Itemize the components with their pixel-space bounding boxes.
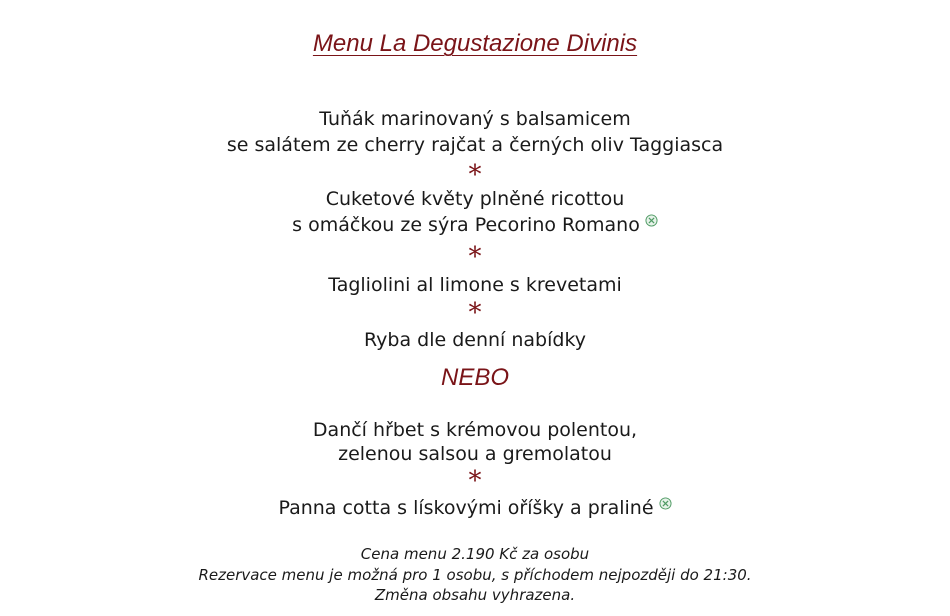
course-1-line-1: Tuňák marinovaný s balsamicem — [319, 108, 631, 130]
menu-title: Menu La Degustazione Divinis — [312, 30, 638, 57]
course-5-line-1: Dančí hřbet s krémovou polentou, — [312, 419, 638, 441]
course-4-line-1: Ryba dle denní nabídky — [363, 329, 587, 351]
course-1-line-2: se salátem ze cherry rajčat a černých oliv Taggiasca — [226, 134, 724, 156]
course-3-line-1: Tagliolini al limone s krevetami — [328, 274, 622, 296]
footer-price: Cena menu 2.190 Kč za osobu — [360, 545, 590, 563]
course-6-line-1 — [0, 495, 950, 521]
vegetarian-icon — [659, 497, 672, 510]
separator-star: * — [468, 466, 482, 496]
footer-note: Změna obsahu vyhrazena. — [374, 586, 576, 604]
separator-star: * — [468, 160, 482, 190]
or-label: NEBO — [440, 364, 509, 391]
course-2-line-2 — [0, 212, 950, 238]
vegetarian-icon — [645, 214, 658, 227]
course-2-line-2-text: s omáčkou ze sýra Pecorino Romano — [292, 214, 640, 236]
separator-star: * — [468, 298, 482, 328]
course-5-line-2: zelenou salsou a gremolatou — [338, 443, 612, 465]
footer-reservation: Rezervace menu je možná pro 1 osobu, s příchodem nejpozději do 21:30. — [198, 566, 752, 584]
separator-star: * — [468, 242, 482, 272]
course-2-line-1: Cuketové květy plněné ricottou — [325, 188, 625, 210]
course-6-line-1-text: Panna cotta s lískovými oříšky a praliné — [278, 497, 654, 519]
